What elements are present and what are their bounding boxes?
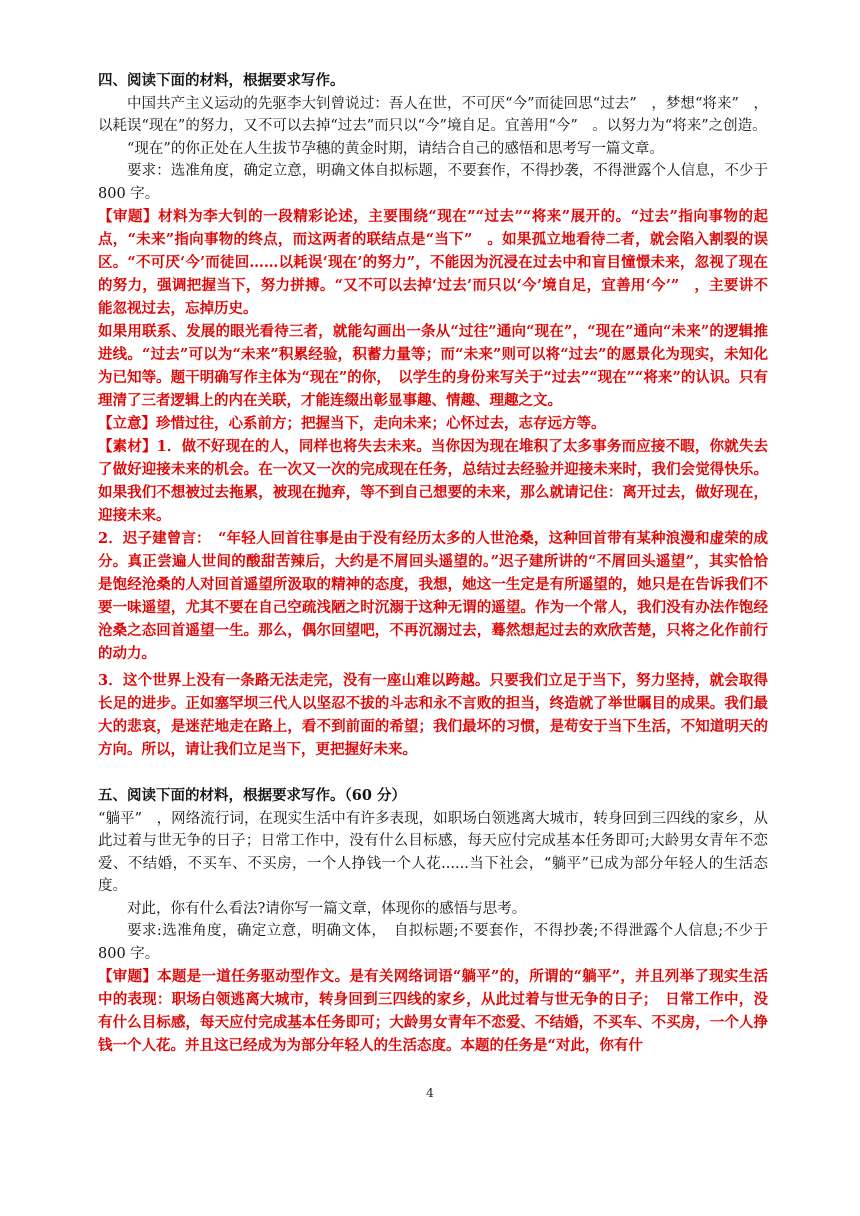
section4-prompt: “现在”的你正处在人生拔节孕穗的黄金时期，请结合自己的感悟和思考写一篇文章。 <box>127 140 664 157</box>
section5-analysis: 【审题】本题是一道任务驱动型作文。是有关网络词语“躺平”的，所谓的“躺平”，并且列举了现实生活中的表现：职场白领逃离大城市，转身回到三四线的家乡，从此过着与世无争的日子； 日常工作中，没有什么目标感，每天应付完成基本任务即可；大龄男女青年不恋爱、不结婚，不买车、不买房，一个人挣钱一个人花。并且这已经成为为部分年轻人的生活态度。本题的任务是“对此，你有什 <box>98 968 768 1054</box>
section4-heading: 四、阅读下面的材料，根据要求写作。 <box>98 72 345 89</box>
section5-prompt: 对此，你有什么看法?请你写一篇文章，体现你的感悟与思考。 <box>127 900 527 917</box>
section5-requirement: 要求:选准角度，确定立意，明确文体， 自拟标题;不要套作，不得抄袭;不得泄露个人信息;不少于 800 字。 <box>98 923 768 962</box>
section4-material-1: 【素材】1．做不好现在的人，同样也将失去未来。当你因为现在堆积了太多事务而应接不暇，你就失去了做好迎接未来的机会。在一次又一次的完成现在任务，总结过去经验并迎接未来时，我们会觉得快乐。如果我们不想被过去拖累，被现在抛弃，等不到自己想要的未来，那么就请记住：离开过去，做好现在，迎接未来。 <box>98 438 768 524</box>
page-number: 4 <box>426 1086 434 1100</box>
section4-analysis-2: 如果用联系、发展的眼光看待三者，就能勾画出一条从“过往”通向“现在”，“现在”通向“未来”的逻辑推进线。“过去”可以为“未来”积累经验，积蓄力量等；而“未来”则可以将“过去”的愿景化为现实，未知化为已知等。题干明确写作主体为“现在”的你， 以学生的身份来写关于“过去”“现在”“将来”的认识。只有理清了三者逻辑上的内在关联，才能连缀出彰显事趣、情趣、理趣之文。 <box>98 323 768 409</box>
document-page <box>98 70 768 1057</box>
section4-theme: 【立意】珍惜过往，心系前方；把握当下，走向未来；心怀过去，志存远方等。 <box>98 415 606 432</box>
section4-material: 中国共产主义运动的先驱李大钊曾说过：吾人在世，不可厌“今”而徒回思“过去” ，梦想“将来” ，以耗误“现在”的努力，又不可以去掉“过去”而只以“今”境自足。宜善用“今” 。以努力为“将来”之创造。 <box>98 95 768 134</box>
section4-analysis-1: 【审题】材料为李大钊的一段精彩论述，主要围绕“现在”“过去”“将来”展开的。“过去”指向事物的起点，“未来”指向事物的终点，而这两者的联结点是“当下” 。如果孤立地看待二者，就会陷入割裂的误区。“不可厌‘今’而徒回……以耗误‘现在’的努力”，不能因为沉浸在过去中和盲目憧憬未来，忽视了现在的努力，强调把握当下，努力拼搏。“又不可以去掉‘过去’而只以‘今’境自足，宜善用‘今’” ，主要讲不能忽视过去，忘掉历史。 <box>98 208 768 317</box>
section5-material: “躺平” ，网络流行词，在现实生活中有许多表现，如职场白领逃离大城市，转身回到三四线的家乡，从此过着与世无争的日子；日常工作中，没有什么目标感，每天应付完成基本任务即可;大龄男女青年不恋爱、不结婚，不买车、不买房，一个人挣钱一个人花......当下社会，“躺平”已成为部分年轻人的生活态度。 <box>98 810 768 894</box>
section4-material-3: 3．这个世界上没有一条路无法走完，没有一座山难以跨越。只要我们立足于当下，努力坚持，就会取得长足的进步。正如塞罕坝三代人以坚忍不拔的斗志和永不言败的担当，终造就了举世瞩目的成果。我们最大的悲哀，是迷茫地走在路上，看不到前面的希望；我们最坏的习惯，是苟安于当下生活，不知道明天的方向。所以，请让我们立足当下，更把握好未来。 <box>98 672 768 758</box>
section5-heading: 五、阅读下面的材料，根据要求写作。（60 分） <box>98 787 406 804</box>
section4-material-2: 2．迟子建曾言： “年轻人回首往事是由于没有经历太多的人世沧桑，这种回首带有某种浪漫和虚荣的成分。真正尝遍人世间的酸甜苦辣后，大约是不屑回头遥望的。”迟子建所讲的“不屑回头遥望”，其实恰恰是饱经沧桑的人对回首遥望所汲取的精神的态度，我想，她这一生定是有所遥望的，她只是在告诉我们不要一味遥望，尤其不要在自己空疏浅陋之时沉溺于这种无谓的遥望。作为一个常人，我们没有办法作饱经沧桑之态回首遥望一生。那么，偶尔回望吧，不再沉溺过去，蓦然想起过去的欢欣苦楚，只将之化作前行的动力。 <box>98 530 768 662</box>
section4-requirement: 要求：选准角度，确定立意，明确文体自拟标题，不要套作，不得抄袭，不得泄露个人信息，不少于 800 字。 <box>98 163 768 202</box>
